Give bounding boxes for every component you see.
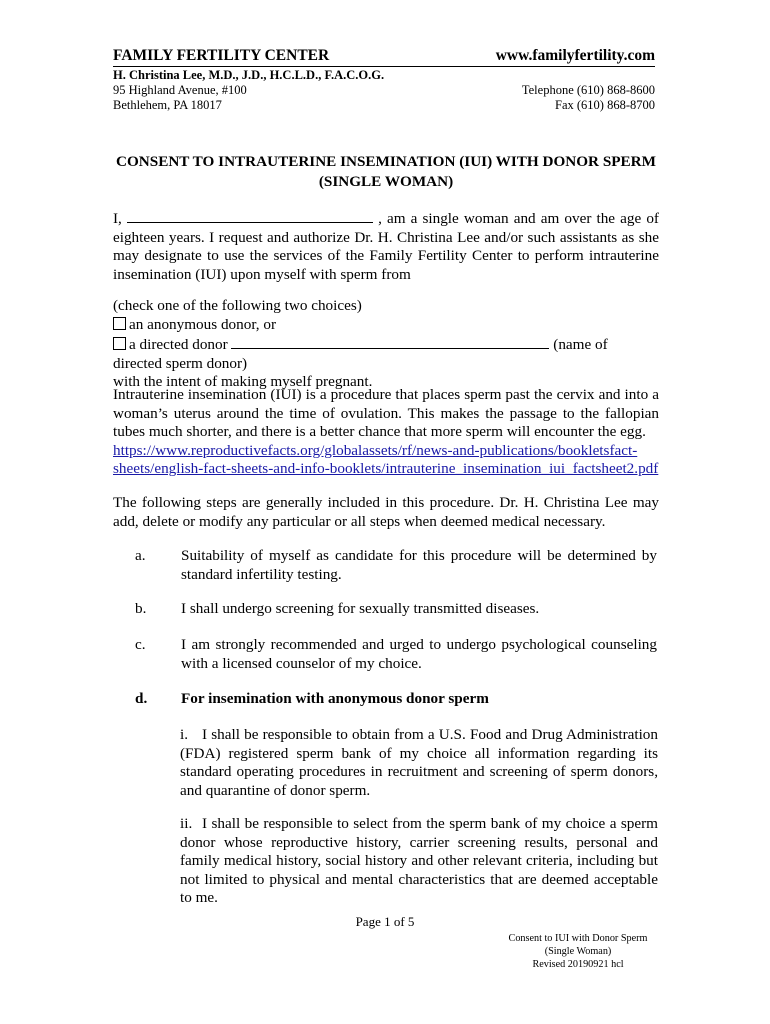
- intro-prefix: I,: [113, 210, 122, 227]
- directed-donor-checkbox[interactable]: [113, 337, 126, 350]
- telephone: Telephone (610) 868-8600: [521, 83, 655, 97]
- steps-intro: The following steps are generally included in this procedure. Dr. H. Christina Lee may add, delete or modify any particular or all steps when deemed medical necessary.: [113, 494, 659, 530]
- reference-link-line-1[interactable]: https://www.reproductivefacts.org/globalassets/rf/news-and-publications/bookletsfact-: [113, 441, 638, 459]
- choice-row-directed: [113, 334, 659, 373]
- step-marker: d.: [135, 690, 148, 707]
- page-number: Page 1 of 5: [355, 914, 415, 929]
- substep-body: [180, 726, 658, 800]
- revision-note: [498, 932, 658, 971]
- step-marker: b.: [135, 600, 147, 617]
- directed-donor-name-field[interactable]: [231, 334, 549, 349]
- step-text: I shall undergo screening for sexually transmitted diseases.: [181, 600, 540, 617]
- substep-text: I shall be responsible to obtain from a U.S. Food and Drug Administration (FDA) registered sperm bank of my choice all information regarding its standard operating procedures in recruitment and screening of sperm donors, and quarantine of donor sperm.: [180, 726, 658, 799]
- reference-link-line-2[interactable]: sheets/english-fact-sheets-and-info-booklets/intrauterine_insemination_iui_factsheet2.pdf: [113, 460, 659, 478]
- step-text: Suitability of myself as candidate for this procedure will be determined by standard infertility testing.: [181, 547, 657, 583]
- letterhead-left: [113, 46, 443, 113]
- donor-choice-section: [113, 297, 659, 392]
- step-text: I am strongly recommended and urged to undergo psychological counseling with a licensed counselor of my choice.: [181, 636, 657, 672]
- step-marker: a.: [135, 547, 146, 564]
- address-line-2: Bethlehem, PA 18017: [113, 98, 222, 112]
- anonymous-donor-label: an anonymous donor, or: [129, 315, 277, 333]
- substep-marker: ii.: [180, 815, 193, 832]
- document-title: [113, 152, 659, 192]
- intro-suffix: , am a single woman and am over the age of eighteen years. I request and authorize Dr. H. Christina Lee and/or such assistants as she may designate to use the services of the Family Fertility Center to perform intrauterine insemination (IUI) upon myself with sperm from: [113, 210, 659, 283]
- directed-donor-note: (name of directed sperm donor): [113, 336, 608, 372]
- reference-link[interactable]: [113, 442, 659, 479]
- choice-row-anonymous: [113, 316, 659, 335]
- step-marker: c.: [135, 636, 146, 653]
- substep-text: I shall be responsible to select from the sperm bank of my choice a sperm donor whose reproductive history, carrier screening results, personal and family medical history, social history and other relevant criteria, including but not limited to physical and mental characteristics that are deemed acceptable to me.: [180, 815, 658, 907]
- letterhead-right: [440, 46, 655, 113]
- iui-info-text: Intrauterine insemination (IUI) is a procedure that places sperm past the cervix and into a woman’s uterus around the time of ovulation. This makes the passage to the fallopian tubes much shorter, and there is a better chance that more sperm will encounter the egg.: [113, 386, 659, 441]
- choice-closing: with the intent of making myself pregnant.: [113, 373, 373, 391]
- step-text: For insemination with anonymous donor sperm: [181, 690, 489, 707]
- address-line-1: 95 Highland Avenue, #100: [113, 83, 247, 97]
- doctor-credentials: H. Christina Lee, M.D., J.D., H.C.L.D., F.A.C.O.G.: [113, 68, 385, 82]
- title-line-2: (SINGLE WOMAN): [318, 173, 454, 190]
- substep-body: [180, 815, 658, 908]
- iui-info-paragraph: [113, 386, 659, 479]
- revision-note-line-3: Revised 20190921 hcl: [532, 959, 624, 970]
- revision-note-line-2: (Single Woman): [544, 946, 612, 957]
- name-blank-field[interactable]: [127, 208, 373, 223]
- fax: Fax (610) 868-8700: [555, 98, 655, 112]
- directed-donor-label: a directed donor: [129, 336, 228, 354]
- website-link[interactable]: www.familyfertility.com: [440, 46, 655, 67]
- substep-marker: i.: [180, 726, 189, 743]
- clinic-name: FAMILY FERTILITY CENTER: [113, 46, 441, 67]
- title-line-1: CONSENT TO INTRAUTERINE INSEMINATION (IUI) WITH DONOR SPERM: [116, 153, 656, 170]
- choice-instruction: (check one of the following two choices): [113, 297, 362, 314]
- revision-note-line-1: Consent to IUI with Donor Sperm: [508, 933, 648, 944]
- intro-paragraph: [113, 208, 659, 284]
- anonymous-donor-checkbox[interactable]: [113, 317, 126, 330]
